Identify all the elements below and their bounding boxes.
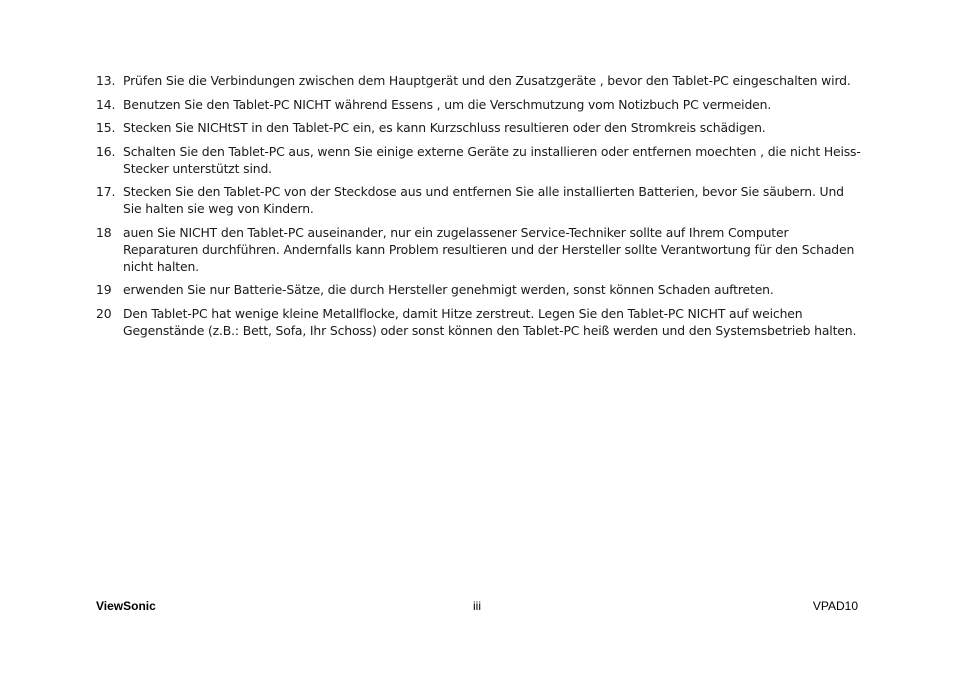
item-number: 20 bbox=[96, 305, 112, 321]
list-item bbox=[96, 305, 866, 339]
list-item bbox=[96, 119, 866, 136]
page-footer bbox=[96, 599, 858, 615]
item-text: Prüfen Sie die Verbindungen zwischen dem Hauptgerät und den Zusatzgeräte , bevor den Tablet-PC eingeschalten wird. bbox=[123, 73, 851, 88]
item-text: auen Sie NICHT den Tablet-PC auseinander, nur ein zugelassener Service-Techniker sollte auf Ihrem Computer Reparaturen durchführen. Andernfalls kann Problem resultieren und der Hersteller sollte Verantwortung für den Schaden nicht halten. bbox=[123, 224, 855, 274]
item-text: Benutzen Sie den Tablet-PC NICHT während Essens , um die Verschmutzung vom Notizbuch PC vermeiden. bbox=[123, 96, 772, 112]
safety-instructions-list bbox=[96, 72, 866, 345]
footer-page-number: iii bbox=[473, 599, 481, 613]
item-number: 19 bbox=[96, 282, 112, 297]
list-item bbox=[96, 281, 866, 298]
item-text: Stecken Sie den Tablet-PC von der Steckdose aus und entfernen Sie alle installierten Batterien, bevor Sie säubern. Und Sie halten sie weg von Kindern. bbox=[123, 184, 844, 216]
item-number: 15. bbox=[96, 120, 116, 135]
list-item bbox=[96, 224, 866, 275]
item-number: 14. bbox=[96, 96, 116, 112]
item-number: 17. bbox=[96, 184, 116, 199]
item-text: Den Tablet-PC hat wenige kleine Metallflocke, damit Hitze zerstreut. Legen Sie den Tablet-PC NICHT auf weichen Gegenstände (z.B.: Bett, Sofa, Ihr Schoss) oder sonst können den Tablet-PC heiß werden und den Systemsbetrieb halten. bbox=[123, 305, 857, 338]
list-item bbox=[96, 96, 866, 113]
item-number: 18 bbox=[96, 224, 112, 240]
list-item bbox=[96, 143, 866, 177]
item-text: erwenden Sie nur Batterie-Sätze, die durch Hersteller genehmigt werden, sonst können Schaden auftreten. bbox=[123, 282, 774, 297]
item-text: Stecken Sie NICHtST in den Tablet-PC ein, es kann Kurzschluss resultieren oder den Stromkreis schädigen. bbox=[123, 120, 766, 135]
list-item bbox=[96, 183, 866, 217]
list-item bbox=[96, 72, 866, 89]
item-number: 13. bbox=[96, 73, 116, 88]
item-text: Schalten Sie den Tablet-PC aus, wenn Sie einige externe Geräte zu installieren oder entfernen moechten , die nicht Heiss-Stecker unterstützt sind. bbox=[123, 143, 861, 176]
item-number: 16. bbox=[96, 143, 116, 159]
footer-brand: ViewSonic bbox=[96, 599, 156, 613]
footer-model: VPAD10 bbox=[812, 599, 858, 613]
